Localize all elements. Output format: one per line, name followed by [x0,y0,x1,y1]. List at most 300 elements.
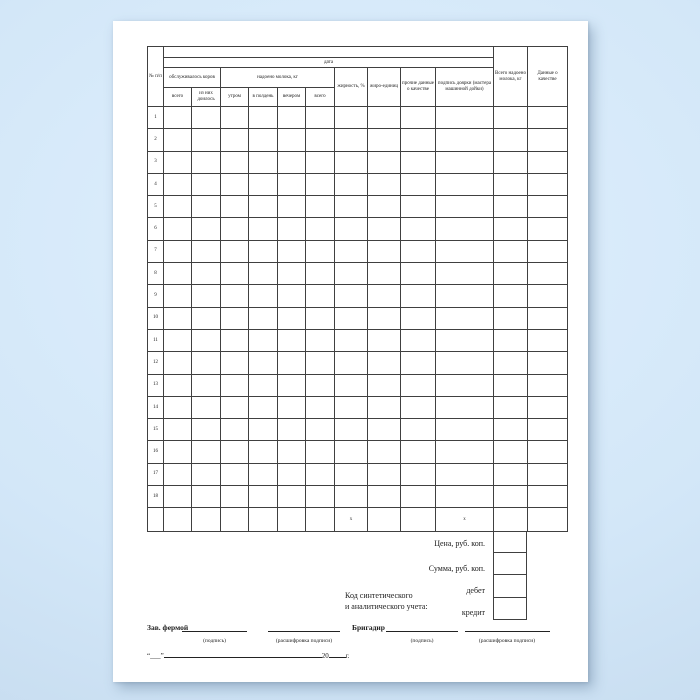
empty-cell [306,240,335,262]
empty-cell [221,374,249,396]
empty-cell [436,441,494,463]
empty-cell [164,129,192,151]
date-year-prefix: 20 [321,652,329,660]
empty-cell [249,263,278,285]
empty-cell [221,441,249,463]
row-number: 16 [148,441,164,463]
empty-cell [148,508,164,532]
empty-cell [368,486,401,508]
row-number: 18 [148,486,164,508]
empty-cell [192,129,221,151]
col-header-served-milked: из них доилось [192,88,221,107]
empty-cell [494,240,528,262]
empty-cell [335,240,368,262]
credit-box [493,598,527,620]
empty-cell [249,352,278,374]
empty-cell [278,196,306,218]
empty-cell [249,196,278,218]
empty-cell [164,196,192,218]
empty-cell [306,307,335,329]
empty-cell [436,196,494,218]
journal-row [148,196,568,218]
date-band-label: дата [164,58,494,68]
empty-cell [278,463,306,485]
row-number: 7 [148,240,164,262]
row-number: 9 [148,285,164,307]
empty-cell [335,151,368,173]
empty-cell [249,151,278,173]
empty-cell [401,285,436,307]
empty-cell [278,486,306,508]
empty-cell [221,240,249,262]
empty-cell [335,352,368,374]
empty-cell [368,329,401,351]
empty-cell [436,107,494,129]
empty-cell [306,441,335,463]
date-day-quotes: “___” [147,652,164,660]
empty-cell [335,329,368,351]
milk-accounting-table [147,46,568,532]
empty-cell [528,374,568,396]
empty-cell [436,240,494,262]
empty-cell [306,173,335,195]
empty-cell [335,441,368,463]
debit-label: дебет [466,586,485,595]
empty-cell [221,508,249,532]
row-number: 4 [148,173,164,195]
empty-cell [221,173,249,195]
empty-cell [278,151,306,173]
empty-cell [192,508,221,532]
empty-cell [335,285,368,307]
empty-cell [335,173,368,195]
price-box [493,531,527,553]
manager-signature-caption: (подпись) [203,638,226,644]
row-number: 12 [148,352,164,374]
empty-cell [335,107,368,129]
signature-x-mark: х [436,508,494,532]
empty-cell [401,396,436,418]
empty-cell [401,107,436,129]
empty-cell [278,329,306,351]
row-number: 8 [148,263,164,285]
col-header-milkmaid-signature: подпись доярки (мастера машинной дойки) [436,68,494,107]
empty-cell [368,107,401,129]
col-header-fat-percent: жирность, % [335,68,368,107]
journal-row [148,486,568,508]
empty-cell [192,285,221,307]
empty-cell [436,307,494,329]
empty-cell [494,285,528,307]
empty-cell [192,173,221,195]
date-year-line [329,650,346,658]
empty-cell [528,419,568,441]
col-header-day-total: всего [306,88,335,107]
empty-cell [249,441,278,463]
empty-cell [306,329,335,351]
empty-cell [192,218,221,240]
empty-cell [278,419,306,441]
col-header-total-milk: Всего надоено молока, кг [494,47,528,107]
empty-cell [249,307,278,329]
empty-cell [278,374,306,396]
empty-cell [164,240,192,262]
empty-cell [528,218,568,240]
empty-cell [401,151,436,173]
col-header-evening: вечером [278,88,306,107]
empty-cell [306,218,335,240]
row-number: 17 [148,463,164,485]
empty-cell [221,419,249,441]
empty-cell [401,240,436,262]
journal-row [148,173,568,195]
empty-cell [164,263,192,285]
sum-box [493,553,527,575]
empty-cell [306,263,335,285]
empty-cell [249,285,278,307]
empty-cell [436,352,494,374]
empty-cell [278,107,306,129]
empty-cell [192,263,221,285]
manager-signature-line [182,624,247,632]
empty-cell [221,396,249,418]
journal-row [148,218,568,240]
empty-cell [436,218,494,240]
journal-row [148,419,568,441]
brigadier-decode-caption: (расшифровка подписи) [478,638,536,644]
empty-cell [368,240,401,262]
empty-cell [221,129,249,151]
empty-cell [278,307,306,329]
empty-cell [192,329,221,351]
empty-cell [249,419,278,441]
farm-manager-label: Зав. фермой [147,623,189,632]
empty-cell [335,486,368,508]
empty-cell [278,285,306,307]
empty-cell [368,463,401,485]
accounting-code-label [345,590,428,612]
empty-cell [528,508,568,532]
empty-cell [528,151,568,173]
row-number: 6 [148,218,164,240]
empty-cell [436,463,494,485]
empty-cell [306,151,335,173]
manager-name-line [268,624,340,632]
empty-cell [306,107,335,129]
empty-cell [249,240,278,262]
empty-cell [249,107,278,129]
empty-cell [401,419,436,441]
empty-cell [368,285,401,307]
brigadier-signature-caption: (подпись) [410,638,434,644]
empty-cell [494,374,528,396]
empty-cell [368,173,401,195]
empty-cell [528,307,568,329]
empty-cell [494,107,528,129]
empty-cell [368,218,401,240]
empty-cell [306,486,335,508]
empty-cell [528,240,568,262]
empty-cell [192,352,221,374]
row-number: 3 [148,151,164,173]
price-label: Цена, руб. коп. [434,539,485,548]
empty-cell [192,107,221,129]
empty-cell [401,486,436,508]
empty-cell [278,263,306,285]
empty-cell [335,374,368,396]
empty-cell [164,173,192,195]
credit-label: кредит [461,608,485,617]
empty-cell [528,107,568,129]
empty-cell [164,486,192,508]
empty-cell [368,196,401,218]
empty-cell [436,329,494,351]
empty-cell [221,352,249,374]
empty-cell [528,173,568,195]
empty-cell [335,196,368,218]
empty-cell [436,285,494,307]
empty-cell [164,307,192,329]
empty-cell [368,374,401,396]
date-line [147,650,350,660]
empty-cell [528,441,568,463]
col-header-noon: в полдень [249,88,278,107]
form-page [113,21,588,682]
empty-cell [221,263,249,285]
empty-cell [249,396,278,418]
accounting-code-label-line2: и аналитического учета: [345,602,428,611]
empty-cell [278,218,306,240]
empty-cell [528,463,568,485]
empty-cell [164,151,192,173]
empty-cell [278,508,306,532]
empty-cell [249,218,278,240]
empty-cell [436,396,494,418]
col-header-quality-data: Данные о качестве [528,47,568,107]
empty-cell [494,508,528,532]
journal-row [148,396,568,418]
empty-cell [494,307,528,329]
brigadier-signature-line [386,624,458,632]
empty-cell [278,352,306,374]
empty-cell [401,307,436,329]
row-number: 5 [148,196,164,218]
empty-cell [335,396,368,418]
empty-cell [528,486,568,508]
date-month-line [164,650,322,658]
empty-cell [368,508,401,532]
journal-row [148,307,568,329]
journal-row [148,463,568,485]
empty-cell [368,441,401,463]
empty-cell [249,463,278,485]
empty-cell [401,218,436,240]
empty-cell [306,352,335,374]
empty-cell [164,352,192,374]
empty-cell [401,129,436,151]
empty-cell [249,329,278,351]
empty-cell [221,486,249,508]
row-number: 1 [148,107,164,129]
journal-row [148,374,568,396]
empty-cell [494,441,528,463]
empty-cell [528,196,568,218]
empty-cell [368,151,401,173]
empty-cell [221,196,249,218]
empty-cell [436,419,494,441]
col-header-num: № п/п [148,47,164,107]
empty-cell [368,419,401,441]
empty-cell [278,240,306,262]
empty-cell [278,441,306,463]
journal-row [148,329,568,351]
empty-cell [164,329,192,351]
journal-row [148,263,568,285]
empty-cell [192,486,221,508]
col-header-fat-units: жиро-единиц [368,68,401,107]
journal-row [148,240,568,262]
empty-cell [436,173,494,195]
empty-cell [278,129,306,151]
empty-cell [249,129,278,151]
empty-cell [164,374,192,396]
empty-cell [192,151,221,173]
empty-cell [278,396,306,418]
empty-cell [164,419,192,441]
empty-cell [494,151,528,173]
accounting-code-label-line1: Код синтетического [345,591,413,600]
row-number: 10 [148,307,164,329]
journal-row [148,151,568,173]
row-number: 14 [148,396,164,418]
empty-cell [528,396,568,418]
empty-cell [164,285,192,307]
brigadier-label: Бригадир [352,623,385,632]
empty-cell [528,129,568,151]
empty-cell [192,463,221,485]
col-header-served-total: всего [164,88,192,107]
empty-cell [335,419,368,441]
empty-cell [335,218,368,240]
empty-cell [164,107,192,129]
accounting-code-boxes [493,531,527,620]
empty-cell [368,396,401,418]
empty-cell [278,173,306,195]
empty-cell [494,463,528,485]
empty-cell [335,129,368,151]
empty-cell [192,196,221,218]
empty-cell [164,218,192,240]
row-number: 13 [148,374,164,396]
empty-cell [528,285,568,307]
empty-cell [401,173,436,195]
empty-cell [164,396,192,418]
empty-cell [306,374,335,396]
empty-cell [306,508,335,532]
empty-cell [335,263,368,285]
empty-cell [192,374,221,396]
empty-cell [494,486,528,508]
date-entry-cell [164,47,494,58]
empty-cell [221,285,249,307]
empty-cell [401,508,436,532]
col-group-milked-kg: надоено молока, кг [221,68,335,88]
empty-cell [401,196,436,218]
empty-cell [221,463,249,485]
brigadier-name-line [465,624,550,632]
empty-cell [494,263,528,285]
empty-cell [221,218,249,240]
debit-box [493,575,527,598]
empty-cell [401,263,436,285]
empty-cell [368,352,401,374]
journal-row [148,352,568,374]
row-number: 2 [148,129,164,151]
empty-cell [401,329,436,351]
empty-cell [494,329,528,351]
date-year-suffix: г. [345,652,350,660]
empty-cell [249,374,278,396]
empty-cell [192,240,221,262]
empty-cell [436,151,494,173]
col-group-served-cows: обслуживалось коров [164,68,221,88]
empty-cell [494,218,528,240]
empty-cell [249,508,278,532]
sum-label: Сумма, руб. коп. [428,564,485,573]
empty-cell [306,396,335,418]
empty-cell [249,486,278,508]
journal-row [148,441,568,463]
empty-cell [436,374,494,396]
empty-cell [368,263,401,285]
journal-row [148,129,568,151]
empty-cell [192,441,221,463]
empty-cell [335,463,368,485]
empty-cell [528,329,568,351]
empty-cell [192,396,221,418]
empty-cell [164,508,192,532]
empty-cell [494,173,528,195]
empty-cell [401,463,436,485]
empty-cell [249,173,278,195]
empty-cell [528,263,568,285]
empty-cell [221,151,249,173]
empty-cell [164,463,192,485]
empty-cell [368,307,401,329]
row-number: 11 [148,329,164,351]
empty-cell [436,486,494,508]
empty-cell [306,285,335,307]
empty-cell [494,196,528,218]
col-header-morning: утром [221,88,249,107]
empty-cell [221,329,249,351]
empty-cell [306,129,335,151]
empty-cell [192,307,221,329]
journal-row [148,285,568,307]
empty-cell [436,263,494,285]
empty-cell [494,419,528,441]
empty-cell [221,307,249,329]
totals-row [148,508,568,532]
manager-decode-caption: (расшифровка подписи) [275,638,333,644]
empty-cell [494,129,528,151]
empty-cell [192,419,221,441]
empty-cell [401,352,436,374]
empty-cell [306,419,335,441]
empty-cell [436,129,494,151]
empty-cell [401,441,436,463]
empty-cell [306,463,335,485]
